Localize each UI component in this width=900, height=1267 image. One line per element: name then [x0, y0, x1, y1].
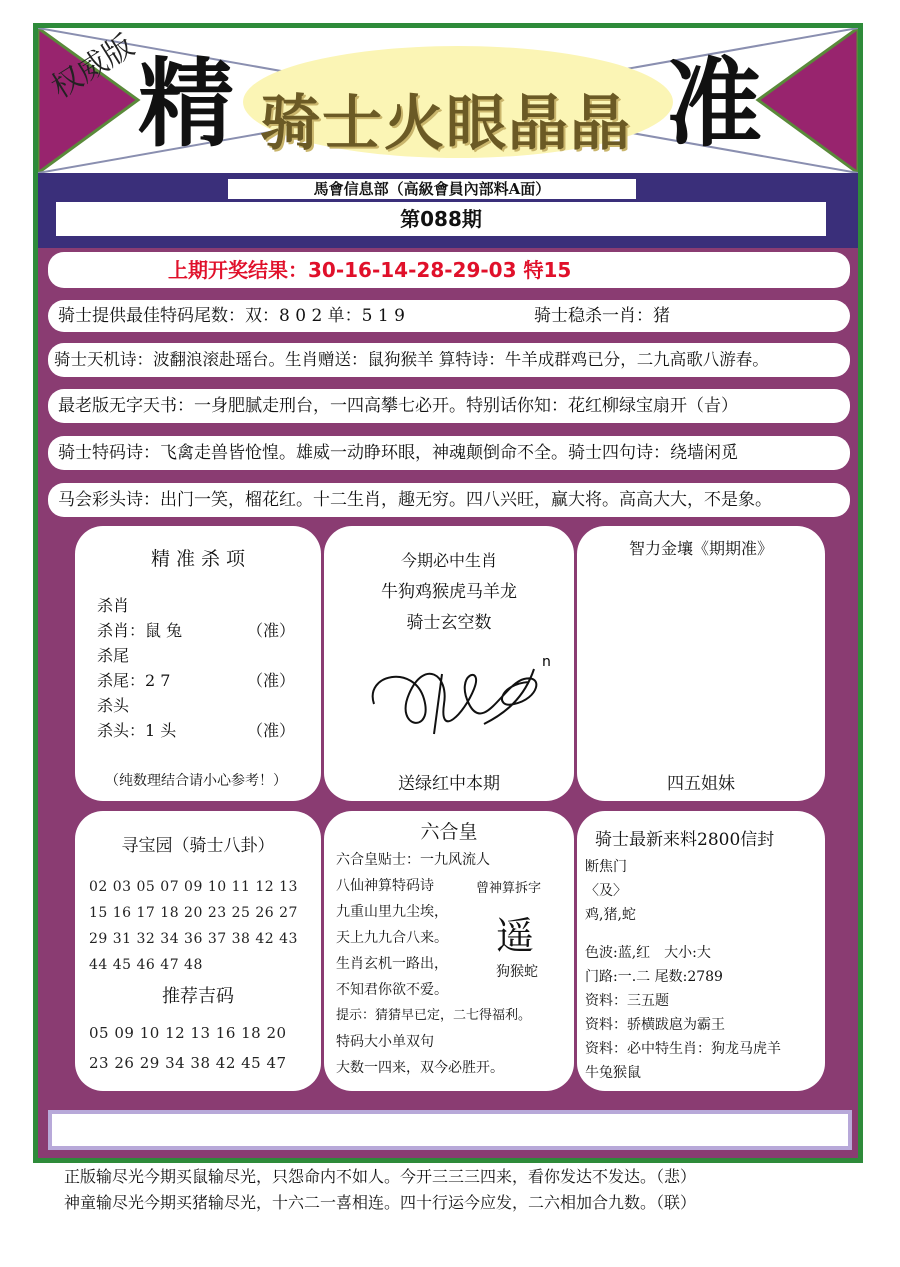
lhh-side-char: 遥: [496, 914, 535, 958]
latest-title: 骑士最新来料2800信封: [595, 830, 775, 850]
svg-text:n: n: [542, 654, 551, 670]
latest-lines: 断焦门 〈及〉 鸡,猪,蛇 色波:蓝,红 大小:大 门路:一.二 尾数:2789 资料：三五题 资料：骄横跋扈为霸王 资料：必中特生肖：狗龙马虎羊 牛兔猴鼠: [585, 859, 781, 1081]
poem-row-4: 马会彩头诗：出门一笑，榴花红。十二生肖，趣无穷。四八兴旺，赢大将。高高大大，不是象。: [48, 483, 850, 517]
header: [38, 28, 858, 173]
kill-note: （纯数理结合请小心参考！）: [105, 773, 287, 789]
treasure-title: 寻宝园（骑士八卦）: [121, 836, 275, 856]
kill-item: 杀肖：鼠 兔 （准）: [97, 618, 321, 643]
poem-row-2: 最老版无字天书：一身肥腻走刑台，一四高攀七必开。特别话你知：花红柳绿宝扇开（㫖）: [48, 389, 850, 423]
lhh-side-zodiac: 狗猴蛇: [496, 964, 538, 980]
must-zodiacs: 牛狗鸡猴虎马羊龙: [381, 582, 517, 602]
must-box: [324, 526, 574, 801]
kill-tag: （准）: [247, 721, 296, 740]
poem-row-1: 骑士天机诗：波翻浪滚赴瑶台。生肖赠送：鼠狗猴羊 算特诗：牛羊成群鸡已分，二九高歌八游春。: [48, 343, 850, 377]
kill-one: 骑士稳杀一肖：猪: [534, 306, 670, 326]
footer-line-1: 正版输尽光今期买鼠输尽光，只怨命内不如人。今开三三三四来，看你发达不发达。（悲）: [64, 1167, 697, 1186]
poem-row-3: 骑士特码诗：飞禽走兽皆怆惶。雄威一动睁环眼，神魂颠倒命不全。骑士四句诗：绕墙闲觅: [48, 436, 850, 470]
recommend-title: 推荐吉码: [162, 986, 234, 1007]
lhh-side-title: 曾神算拆字: [476, 881, 542, 896]
big-char-right: 准: [666, 47, 762, 160]
big-char-left: 精: [138, 47, 234, 160]
must-footer: 送绿红中本期: [398, 774, 500, 794]
lhh-title: 六合皇: [420, 821, 478, 843]
kill-item: 杀尾: [97, 646, 130, 665]
must-subtitle: 骑士玄空数: [406, 613, 492, 633]
must-title: 今期必中生肖: [400, 551, 497, 570]
wisdom-title: 智力金壤《期期准》: [628, 539, 773, 558]
subtitle: 馬會信息部（高級會員內部料A面）: [228, 179, 636, 199]
kill-box-title: 精 准 杀 项: [150, 548, 246, 570]
wisdom-box: [577, 526, 825, 801]
treasure-numbers: 02 03 05 07 09 10 11 12 13 15 16 17 18 20 23 25 26 27 29 31 32 34 36 37 38 42 43 44 45 46 47 48: [89, 879, 298, 973]
kill-tag: （准）: [247, 671, 296, 690]
kill-box: [75, 526, 321, 801]
kill-item: 杀肖: [97, 596, 130, 615]
last-result: 上期开奖结果：30-16-14-28-29-03 特15: [48, 252, 850, 288]
signature-scribble: [354, 644, 564, 744]
lhh-lines: 六合皇贴士：一九风流人 八仙神算特码诗 九重山里九尘埃， 天上九九合八来。 生肖玄机一路出， 不知君你欲不爱。 提示：猜猜早已定，二七得福利。 特码大小单双句 大数一四来，双今必胜开。: [336, 852, 532, 1076]
issue-number: 第088期: [56, 202, 826, 236]
edition-label: 权威版: [45, 28, 141, 106]
lhh-box: [324, 811, 574, 1091]
poster-frame: [33, 23, 863, 1163]
kill-tag: （准）: [247, 621, 296, 640]
footer-line-2: 神童输尽光今期买猪输尽光，十六二一喜相连。四十行运今应发，二六相加合九数。（联）: [64, 1193, 697, 1212]
kill-item: 杀尾：2 7 （准）: [97, 668, 321, 693]
recommend-numbers: 05 09 10 12 13 16 18 20 23 26 29 34 38 42 45 47: [89, 1024, 287, 1072]
tail-digits: 骑士提供最佳特码尾数：双：8 0 2 单：5 1 9: [58, 306, 405, 326]
main-title: 骑士火眼晶晶: [260, 89, 632, 159]
tail-digits-row: [48, 300, 850, 332]
kill-item: 杀头：1 头 （准）: [97, 718, 321, 743]
wisdom-footer: 四五姐妹: [667, 774, 735, 794]
treasure-box: [75, 811, 321, 1091]
latest-box: [577, 811, 825, 1091]
kill-item: 杀头: [97, 696, 130, 715]
bottom-bar: [48, 1110, 852, 1150]
